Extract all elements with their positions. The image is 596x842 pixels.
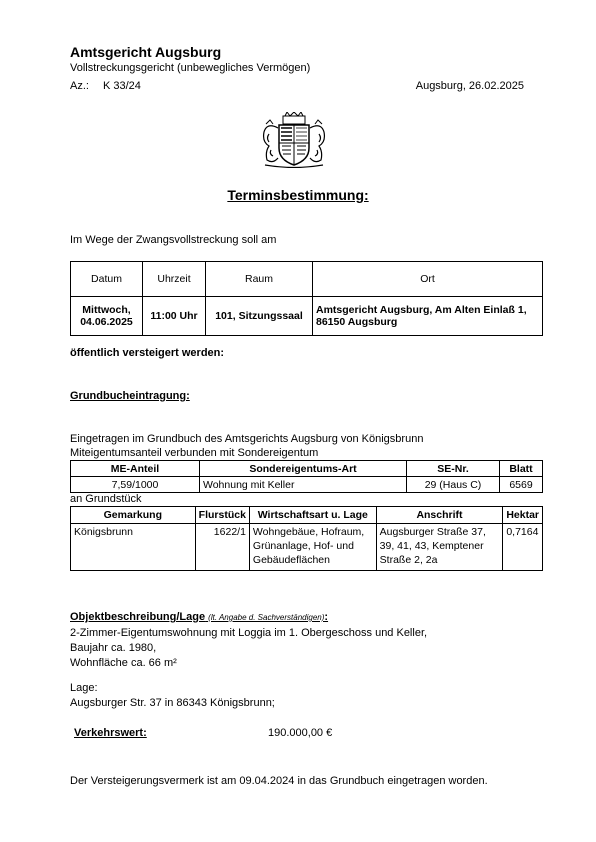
table-cell: 29 (Haus C) bbox=[407, 477, 500, 493]
location-label: Lage: bbox=[70, 682, 98, 694]
object-heading bbox=[70, 611, 328, 623]
table-row bbox=[71, 477, 543, 493]
header-cell: Uhrzeit bbox=[143, 262, 206, 297]
plot-label: an Grundstück bbox=[70, 493, 142, 505]
header-cell: ME-Anteil bbox=[71, 461, 200, 477]
table-cell: 0,7164 bbox=[503, 524, 543, 571]
table-cell: Königsbrunn bbox=[71, 524, 196, 571]
header-cell: Wirtschaftsart u. Lage bbox=[249, 507, 376, 524]
date-value: 04.06.2025 bbox=[80, 316, 133, 328]
document-title: Terminsbestimmung: bbox=[227, 187, 369, 203]
room-cell: 101, Sitzungssaal bbox=[206, 297, 313, 336]
object-location bbox=[70, 681, 275, 711]
date-cell bbox=[71, 297, 143, 336]
register-line: Eingetragen im Grundbuch des Amtsgerichts Augsburg von Königsbrunn bbox=[70, 433, 424, 445]
object-heading-colon: : bbox=[324, 611, 329, 623]
object-description bbox=[70, 626, 427, 671]
plot-table bbox=[70, 506, 543, 571]
market-value-amount: 190.000,00 € bbox=[268, 727, 333, 739]
header-cell: Flurstück bbox=[195, 507, 249, 524]
table-row bbox=[71, 297, 543, 336]
time-cell: 11:00 Uhr bbox=[143, 297, 206, 336]
table-cell: 7,59/1000 bbox=[71, 477, 200, 493]
object-heading-label: Objektbeschreibung/Lage bbox=[70, 611, 206, 623]
header-cell: Hektar bbox=[503, 507, 543, 524]
intro-text: Im Wege der Zwangsvollstreckung soll am bbox=[70, 234, 277, 246]
place-date: Augsburg, 26.02.2025 bbox=[415, 80, 524, 92]
location-text: Augsburger Str. 37 in 86343 Königsbrunn; bbox=[70, 697, 275, 709]
header-cell: Raum bbox=[206, 262, 313, 297]
court-department: Vollstreckungsgericht (unbewegliches Vermögen) bbox=[70, 62, 311, 74]
place-cell: Amtsgericht Augsburg, Am Alten Einlaß 1, 86150 Augsburg bbox=[313, 297, 543, 336]
register-line: Miteigentumsanteil verbunden mit Sondereigentum bbox=[70, 447, 319, 459]
table-cell: 6569 bbox=[500, 477, 543, 493]
object-line: Baujahr ca. 1980, bbox=[70, 642, 157, 654]
register-note: Der Versteigerungsvermerk ist am 09.04.2024 in das Grundbuch eingetragen worden. bbox=[70, 775, 488, 787]
header-cell: Blatt bbox=[500, 461, 543, 477]
date-weekday: Mittwoch, bbox=[82, 304, 131, 316]
bavarian-coat-of-arms-icon bbox=[261, 112, 327, 168]
table-cell: Wohngebäue, Hofraum, Grünanlage, Hof- und Gebäudeflächen bbox=[249, 524, 376, 571]
ownership-table bbox=[70, 460, 543, 493]
table-cell: Augsburger Straße 37, 39, 41, 43, Kemptener Straße 2, 2a bbox=[376, 524, 503, 571]
court-name: Amtsgericht Augsburg bbox=[70, 44, 222, 60]
land-register-text bbox=[70, 432, 423, 460]
object-heading-note: (lt. Angabe d. Sachverständigen) bbox=[208, 613, 325, 622]
header-cell: Anschrift bbox=[376, 507, 503, 524]
header-cell: Ort bbox=[313, 262, 543, 297]
file-reference bbox=[70, 80, 141, 92]
auction-statement: öffentlich versteigert werden: bbox=[70, 347, 225, 359]
table-cell: 1622/1 bbox=[195, 524, 249, 571]
az-label: Az.: bbox=[70, 80, 89, 92]
table-row bbox=[71, 524, 543, 571]
header-cell: SE-Nr. bbox=[407, 461, 500, 477]
object-line: 2-Zimmer-Eigentumswohnung mit Loggia im 1. Obergeschoss und Keller, bbox=[70, 627, 428, 639]
land-register-heading: Grundbucheintragung: bbox=[70, 390, 190, 402]
header-cell: Sondereigentums-Art bbox=[200, 461, 407, 477]
header-cell: Datum bbox=[71, 262, 143, 297]
header-cell: Gemarkung bbox=[71, 507, 196, 524]
market-value-label: Verkehrswert: bbox=[74, 727, 147, 739]
object-line: Wohnfläche ca. 66 m² bbox=[70, 657, 177, 669]
table-cell: Wohnung mit Keller bbox=[200, 477, 407, 493]
az-number: K 33/24 bbox=[102, 80, 141, 92]
table-header-row bbox=[71, 262, 543, 297]
appointment-table bbox=[70, 261, 543, 336]
table-header-row bbox=[71, 507, 543, 524]
table-header-row bbox=[71, 461, 543, 477]
